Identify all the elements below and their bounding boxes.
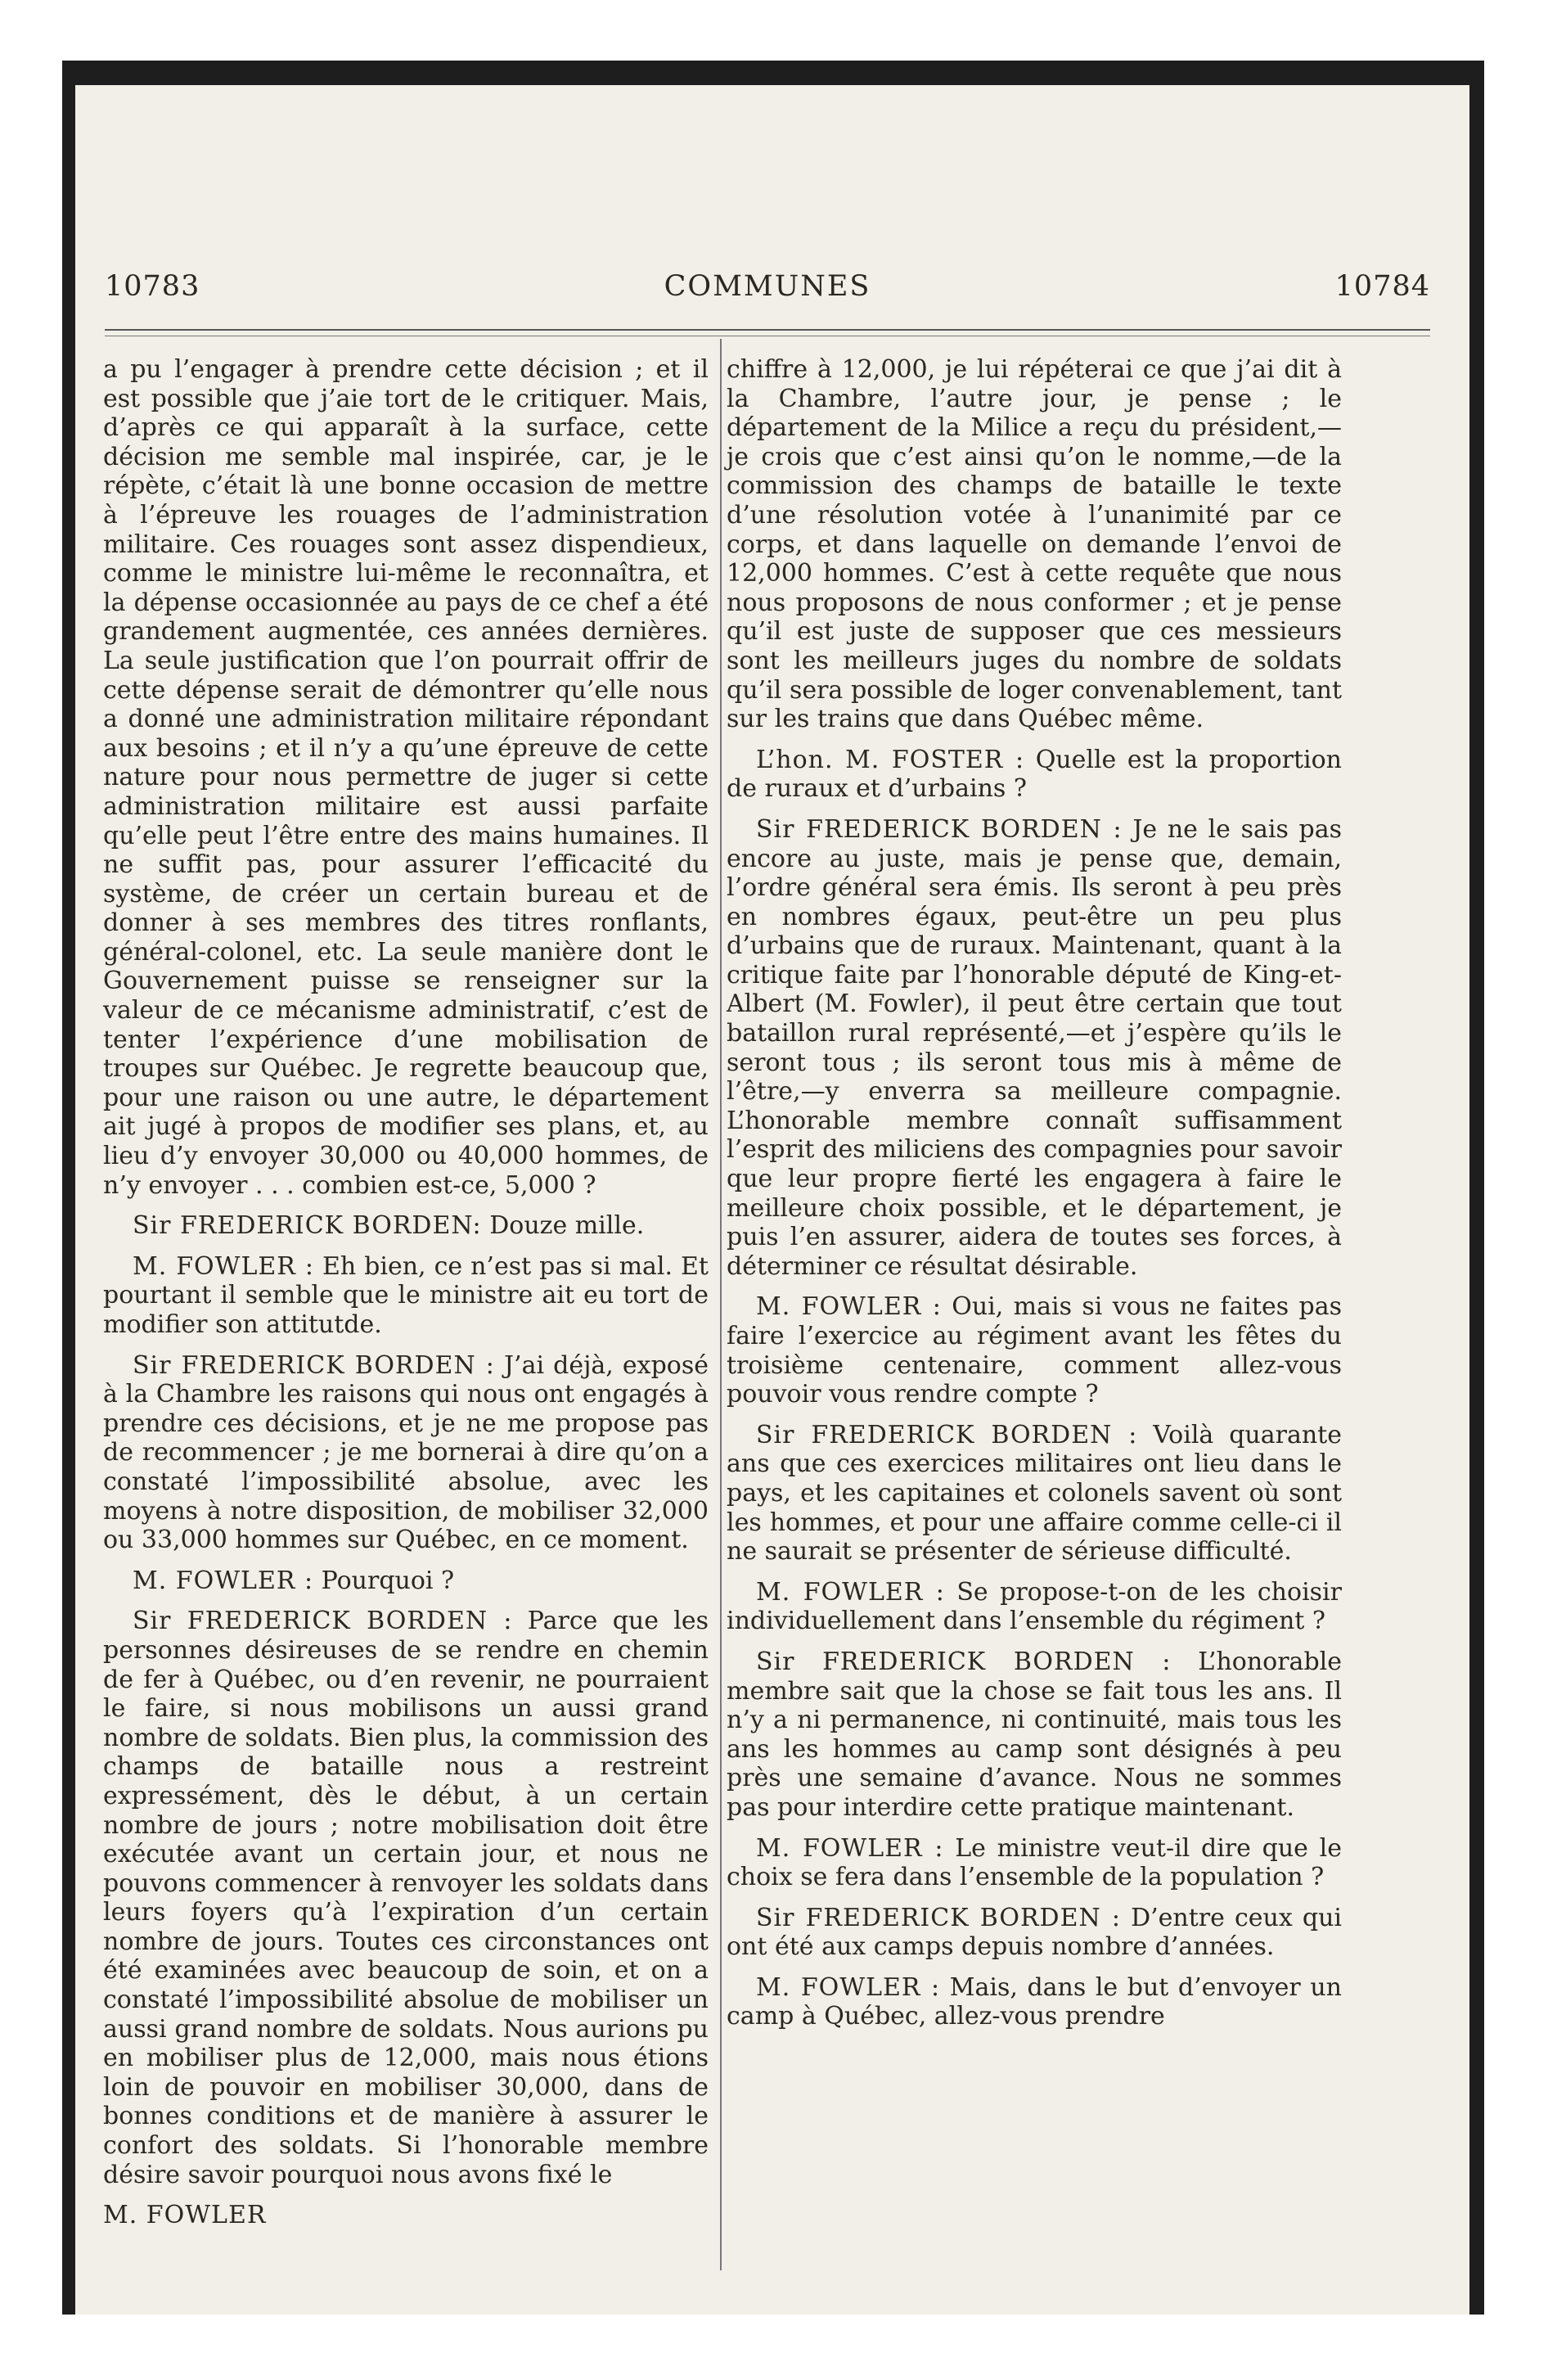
speech-text: Mais, dans le but d’envoyer un camp à Québec, allez-vous prendre [727, 1972, 1342, 2031]
speech-text: Oui, mais si vous ne faites pas faire l’exercice au régiment avant les fêtes du troisième centenaire, comment allez-vous pouvoir vous rendre compte ? [727, 1292, 1343, 1409]
page [75, 85, 1469, 2315]
speaker-name: M. FOWLER : [756, 1833, 944, 1863]
header-rule [105, 329, 1430, 336]
right-column [727, 355, 1342, 2043]
speech [727, 1648, 1342, 1823]
speech-text: J’ai déjà, exposé à la Chambre les raisons qui nous ont engagés à prendre ces décisions, et je ne me propose pas de recommencer ; je me bornerai à dire qu’on a constaté l’impossibilité absolue, avec les moyens à notre disposition, de mobiliser 32,000 ou 33,000 hommes sur Québec, en ce moment. [103, 1350, 709, 1555]
speaker-name: Sir FREDERICK BORDEN : [756, 1420, 1138, 1449]
speech-text: Quelle est la proportion de ruraux et d’urbains ? [727, 745, 1342, 804]
speech [103, 1211, 709, 1241]
speech [103, 1252, 709, 1340]
speech [103, 1607, 709, 2189]
speaker-name: Sir FREDERICK BORDEN : [756, 1647, 1172, 1676]
paragraph: chiffre à 12,000, je lui répéterai ce que j’ai dit à la Chambre, l’autre jour, je pense ; le département de la Milice a reçu du président,—je crois que c’est ainsi qu’on le nomme,—de la commission des champs de bataille le texte d’une résolution votée à l’unanimité par ce corps, et dans laquelle on demande l’envoi de 12,000 hommes. C’est à cette requête que nous nous proposons de nous conformer ; et je pense qu’il est juste de supposer que ces messieurs sont les meilleurs juges du nombre de soldats qu’il sera possible de loger convenablement, tant sur les trains que dans Québec même. [727, 355, 1342, 734]
trailing-speaker: M. FOWLER [103, 2201, 267, 2230]
speaker-name: Sir FREDERICK BORDEN : [133, 1350, 495, 1380]
speech-text: Voilà quarante ans que ces exercices militaires ont lieu dans le pays, et les capitaines et colonels savent où sont les hommes, et pour une affaire comme celle-ci il ne saurait se présenter de sérieuse difficulté. [727, 1420, 1342, 1566]
speaker-name: M. FOWLER : [756, 1972, 941, 2002]
speech-text: L’honorable membre sait que la chose se fait tous les ans. Il n’y a ni permanence, ni continuité, mais tous les ans les hommes au camp sont désignés à peu près une semaine d’avance. Nous ne sommes pas pour interdire cette pratique maintenant. [727, 1647, 1342, 1822]
speaker-name: M. FOWLER : [756, 1292, 942, 1322]
speech [727, 746, 1342, 804]
page-header [105, 270, 1430, 319]
speech [727, 1904, 1342, 1962]
speech-text: D’entre ceux qui ont été aux camps depuis nombre d’années. [727, 1903, 1342, 1962]
speech [103, 1566, 709, 1596]
speaker-name: Sir FREDERICK BORDEN : [756, 1903, 1121, 1932]
speaker-name: M. FOWLER : [756, 1577, 945, 1607]
speaker-name: Sir FREDERICK BORDEN : [133, 1607, 513, 1636]
speech-text: Douze mille. [489, 1211, 645, 1241]
running-title: COMMUNES [664, 270, 871, 303]
speaker-name: L’hon. M. FOSTER : [756, 745, 1025, 774]
speech [727, 1834, 1342, 1892]
speech-text: Eh bien, ce n’est pas si mal. Et pourtant il semble que le ministre ait eu tort de modifier son attitutde. [103, 1251, 709, 1339]
left-column [103, 355, 709, 2242]
speaker-name: Sir FREDERICK BORDEN: [133, 1211, 482, 1241]
speech-text: Parce que les personnes désireuses de se rendre en chemin de fer à Québec, ou d’en revenir, ne pourraient le faire, si nous mobilisons un aussi grand nombre de soldats. Bien plus, la commission des champs de bataille nous a restreint expressément, dès le début, à un certain nombre de jours ; notre mobilisation doit être exécutée avant un certain jour, et nous ne pouvons commencer à renvoyer les soldats dans leurs foyers qu’à l’expiration d’un certain nombre de jours. Toutes ces circonstances ont été examinées avec beaucoup de soin, et on a constaté l’impossibilité absolue de mobiliser un aussi grand nombre de soldats. Nous aurions pu en mobiliser plus de 12,000, mais nous étions loin de pouvoir en mobiliser 30,000, dans de bonnes conditions et de manière à assurer le confort des soldats. Si l’honorable membre désire savoir pourquoi nous avons fixé le [103, 1607, 709, 2189]
page-number-right: 10784 [1334, 270, 1430, 303]
speech [727, 815, 1342, 1282]
speaker-name: M. FOWLER : [133, 1566, 314, 1595]
speech-text: Je ne le sais pas encore au juste, mais je pense que, demain, l’ordre général sera émis. Ils seront à peu près en nombres égaux, peut-être un peu plus d’urbains que de ruraux. Maintenant, quant à la critique faite par l’honorable député de King-et-Albert (M. Fowler), il peut être certain que tout bataillon rural représenté,—et j’espère qu’ils le seront tous ; ils seront tous mis à même de l’être,—y enverra sa meilleure compagnie. L’honorable membre connaît suffisamment l’esprit des miliciens des compagnies pour savoir que leur propre fierté les engagera à faire le meilleure choix possible, et le département, je puis l’en assurer, aidera de toutes ses forces, à déterminer ce résultat désirable. [727, 814, 1343, 1281]
speech-text: Se propose-t-on de les choisir individuellement dans l’ensemble du régiment ? [727, 1577, 1342, 1636]
speech [727, 1578, 1342, 1636]
paragraph: a pu l’engager à prendre cette décision ; et il est possible que j’aie tort de le critiquer. Mais, d’après ce qui apparaît à la surface, cette décision me semble mal inspirée, car, je le répète, c’était là une bonne occasion de mettre à l’épreuve les rouages de l’administration militaire. Ces rouages sont assez dispendieux, comme le ministre lui-même le reconnaîtra, et la dépense occasionnée au pays de ce chef a été grandement augmentée, ces années dernières. La seule justification que l’on pourrait offrir de cette dépense serait de démontrer qu’elle nous a donné une administration militaire répondant aux besoins ; et il n’y a qu’une épreuve de cette nature pour nous permettre de juger si cette administration militaire est aussi parfaite qu’elle peut l’être entre des mains humaines. Il ne suffit pas, pour assurer l’efficacité du système, de créer un certain bureau et de donner à ses membres des titres ronflants, général-colonel, etc. La seule manière dont le Gouvernement puisse se renseigner sur la valeur de ce mécanisme administratif, c’est de tenter l’expérience d’une mobilisation de troupes sur Québec. Je regrette beaucoup que, pour une raison ou une autre, le département ait jugé à propos de modifier ses plans, et, au lieu d’y envoyer 30,000 ou 40,000 hommes, de n’y envoyer . . . combien est-ce, 5,000 ? [103, 355, 709, 1200]
column-divider [720, 339, 722, 2270]
speech [727, 1973, 1342, 2031]
speaker-name: Sir FREDERICK BORDEN : [756, 814, 1123, 844]
page-number-left: 10783 [105, 270, 200, 303]
speech [727, 1292, 1342, 1409]
speech-text: Le ministre veut-il dire que le choix se fera dans l’ensemble de la population ? [727, 1833, 1342, 1892]
speech-text: Pourquoi ? [321, 1566, 455, 1595]
speaker-name: M. FOWLER : [133, 1251, 314, 1281]
speech [727, 1421, 1342, 1566]
speech [103, 1351, 709, 1555]
